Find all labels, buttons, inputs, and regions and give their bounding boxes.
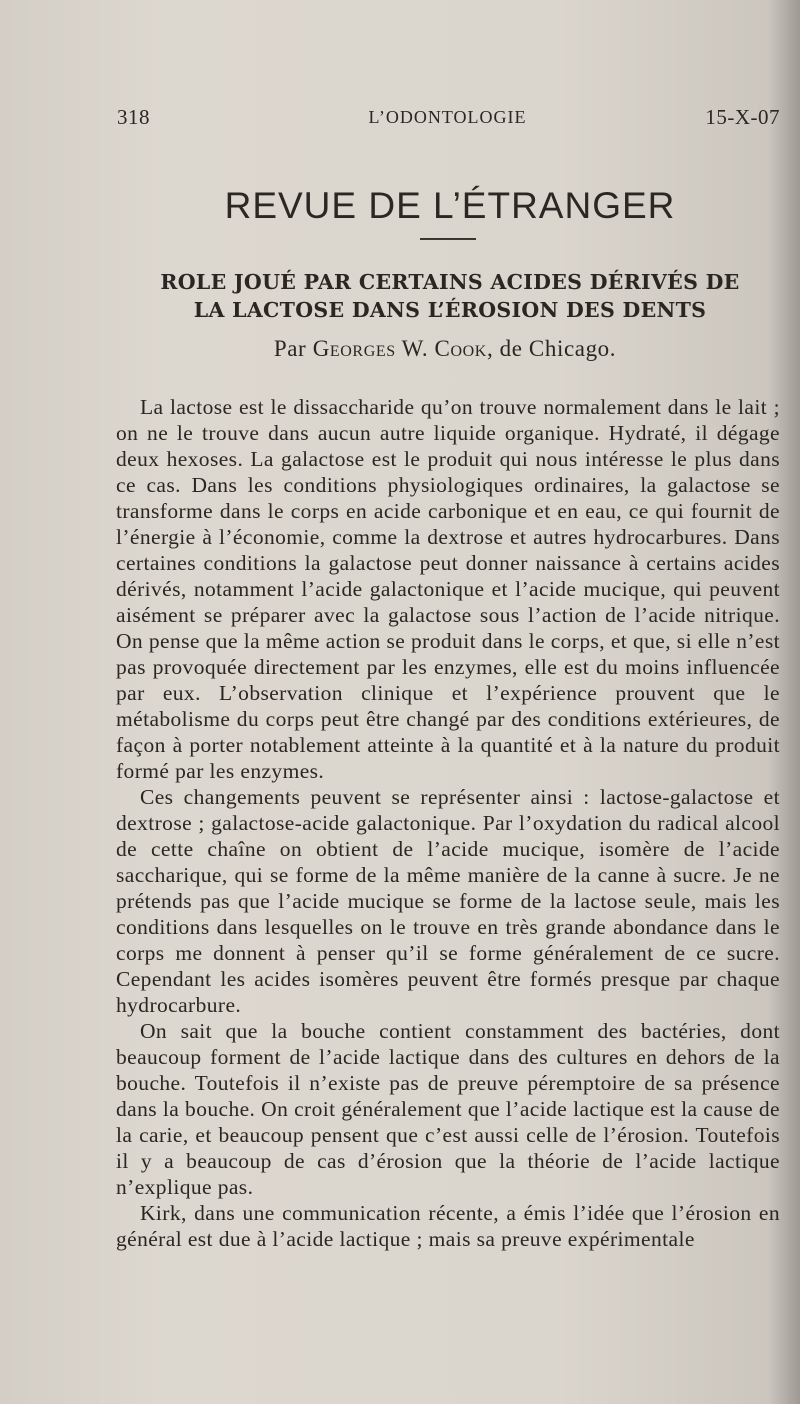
journal-title: L’ODONTOLOGIE [368,107,527,127]
issue-date: 15-X-07 [705,105,780,129]
paragraph: La lactose est le dissaccharide qu’on trouve normalement dans le lait ; on ne le trouve dans aucun autre liquide organique. Hydraté, il dégage deux hexoses. La galactose est le produit qui nous intéresse le plus dans ce cas. Dans les conditions physiologiques ordinaires, la galactose se transforme dans le corps en acide carbonique et en eau, ce qui fournit de l’énergie à l’économie, comme la dextrose et autres hydrocarbures. Dans certaines conditions la galactose peut donner naissance à certains acides dérivés, notamment l’acide galactonique et l’acide mucique, qui peuvent aisément se préparer avec la galactose sous l’action de l’acide nitrique. On pense que la même action se produit dans le corps, et que, si elle n’est pas provoquée directement par les enzymes, elle est du moins influencée par eux. L’observation clinique et l’expérience prouvent que le métabolisme du corps peut être changé par des conditions extérieures, de façon à porter notablement atteinte à la quantité et à la nature du produit formé par les enzymes. [116,395,780,783]
article-title [110,268,790,324]
paragraph: Kirk, dans une communication récente, a émis l’idée que l’érosion en général est due à l’acide lactique ; mais sa preuve expérimentale [116,1201,780,1251]
byline-suffix: , de Chicago. [486,336,617,361]
byline [105,336,785,362]
article-title-line-2: LA LACTOSE DANS L’ÉROSION DES DENTS [193,298,707,322]
paragraph: Ces changements peuvent se représenter ainsi : lactose-galactose et dextrose ; galactose-acide galactonique. Par l’oxydation du radical alcool de cette chaîne on obtient de l’acide mucique, isomère de l’acide saccharique, qui se forme de la même manière de la canne à sucre. Je ne prétends pas que l’acide mucique se forme de la lactose seule, mais les conditions dans lesquelles on le trouve en très grande abondance dans le corps me donnent à penser qu’il se forme généralement de ce sucre. Cependant les acides isomères peuvent être formés presque par chaque hydrocarbure. [116,785,780,1017]
running-header [115,105,780,135]
article-title-line-1: ROLE JOUÉ PAR CERTAINS ACIDES DÉRIVÉS DE [160,270,740,294]
section-title: REVUE DE L’ÉTRANGER [224,185,676,226]
title-divider [420,238,476,240]
article-body [116,394,780,1252]
byline-prefix: Par [273,336,307,361]
author-name: Georges W. Cook [312,336,487,361]
paragraph: On sait que la bouche contient constamment des bactéries, dont beaucoup forment de l’acide lactique dans des cultures en dehors de la bouche. Toutefois il n’existe pas de preuve péremptoire de sa présence dans la bouche. On croit généralement que l’acide lactique est la cause de la carie, et beaucoup pensent que c’est aussi celle de l’érosion. Toutefois il y a beaucoup de cas d’érosion que la théorie de l’acide lactique n’explique pas. [116,1019,780,1199]
page-number: 318 [117,105,150,129]
